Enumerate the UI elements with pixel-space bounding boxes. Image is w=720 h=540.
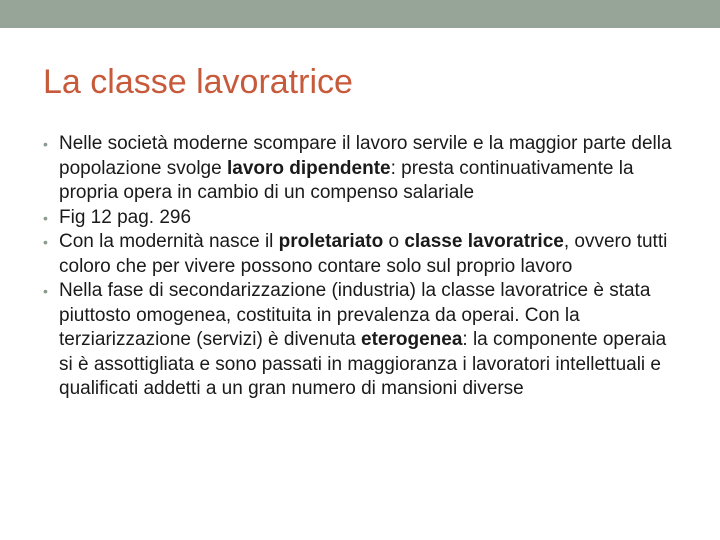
top-accent-bar (0, 0, 720, 28)
bullet-text-bold: lavoro dipendente (226, 157, 391, 179)
bullet-text: Nelle società moderne scompare il lavoro servile e la maggior parte della popolazione svolge (59, 133, 672, 179)
bullet-item (43, 230, 683, 279)
bullet-text: : la componente operaia si è assottigliata e sono passati in maggioranza i lavoratori intellettuali e qualificati addetti a un gran numero di mansioni diverse (59, 329, 667, 399)
bullet-marker: • (43, 234, 48, 250)
bullet-text: , ovvero tutti coloro che per vivere possono contare solo sul proprio lavoro (59, 231, 668, 277)
bullet-text-bold: eterogenea (361, 329, 463, 350)
bullet-item (43, 279, 683, 402)
bullet-marker: • (43, 283, 48, 299)
bullet-item (43, 132, 683, 206)
bullet-text: : presta continuativamente la propria opera in cambio di un compenso salariale (59, 157, 634, 203)
bullet-text-bold: proletariato (278, 231, 384, 252)
bullet-text: o (383, 231, 405, 252)
bullet-list (43, 132, 683, 402)
bullet-text: Con la modernità nasce il (59, 231, 279, 252)
bullet-item (43, 206, 683, 231)
bullet-text: Nella fase di secondarizzazione (industria) la classe lavoratrice è stata piuttosto omogenea, costituita in prevalenza da operai. Con la terziarizzazione (servizi) è divenuta (59, 280, 651, 350)
bullet-text: Fig 12 pag. 296 (59, 206, 192, 228)
bullet-marker: • (43, 209, 48, 226)
bullet-text-bold: classe lavoratrice (404, 231, 564, 252)
bullet-marker: • (43, 136, 48, 152)
slide-title: La classe lavoratrice (43, 63, 353, 101)
